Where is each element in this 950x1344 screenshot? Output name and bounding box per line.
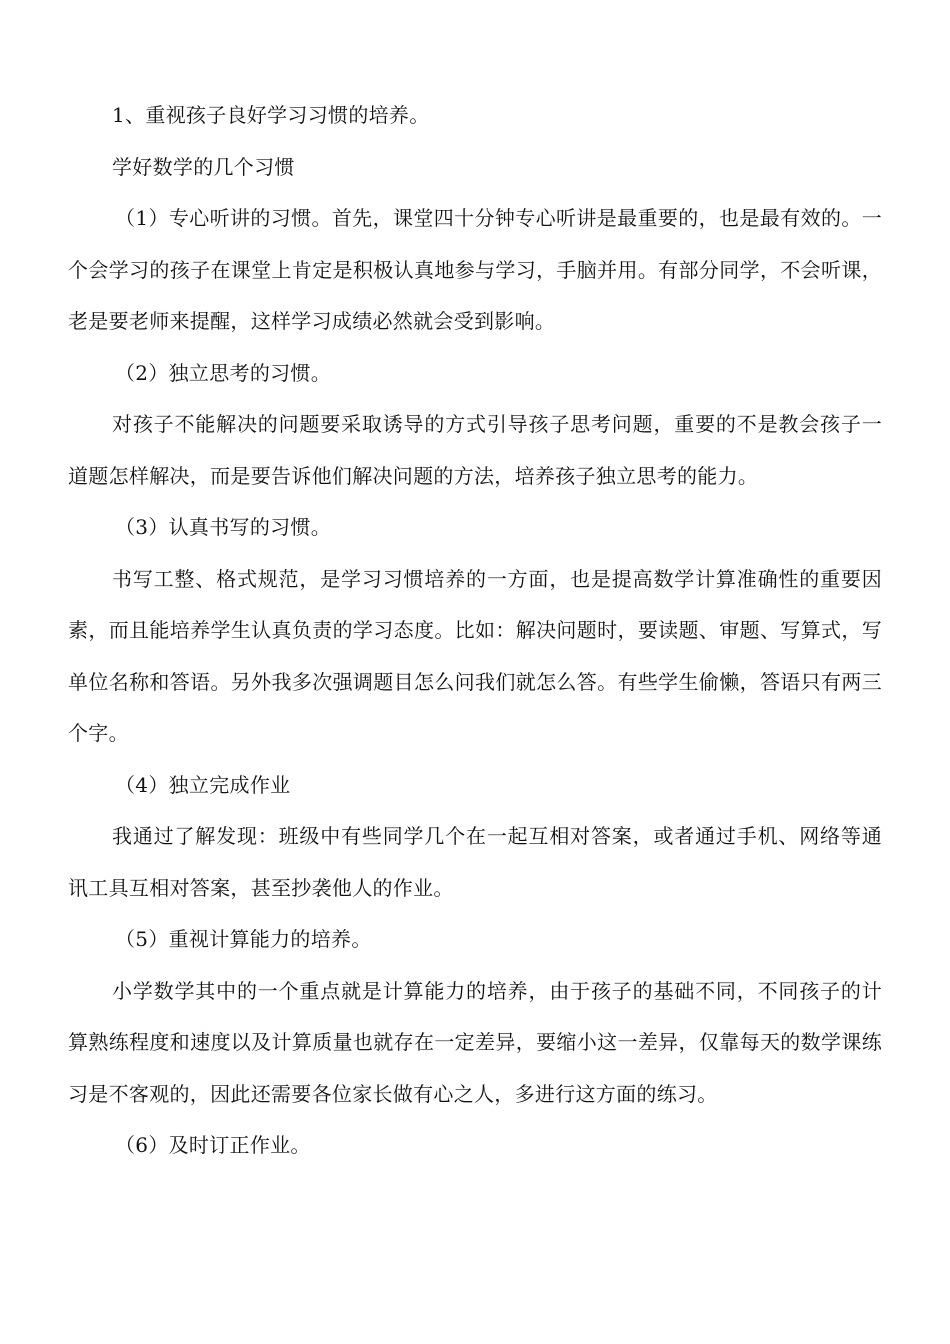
paragraph-habit-2: 对孩子不能解决的问题要采取诱导的方式引导孩子思考问题，重要的不是教会孩子一道题怎样解决，而是要告诉他们解决问题的方法，培养孩子独立思考的能力。 <box>68 412 882 488</box>
subheading: 学好数学的几个习惯 <box>112 154 295 179</box>
paragraph-habit-1: （1）专心听讲的习惯。首先，课堂四十分钟专心听讲是最重要的，也是最有效的。一个会学习的孩子在课堂上肯定是积极认真地参与学习，手脑并用。有部分同学，不会听课，老是要老师来提醒，这样学习成绩必然就会受到影响。 <box>68 206 882 333</box>
item-heading-6: （6）及时订正作业。 <box>115 1133 311 1157</box>
paragraph-habit-3: 书写工整、格式规范，是学习习惯培养的一方面，也是提高数学计算准确性的重要因素，而且能培养学生认真负责的学习态度。比如：解决问题时，要读题、审题、写算式，写单位名称和答语。另外我多次强调题目怎么问我们就怎么答。有些学生偷懒，答语只有两三个字。 <box>68 566 882 745</box>
item-heading-4: （4）独立完成作业 <box>115 772 291 797</box>
item-heading-2: （2）独立思考的习惯。 <box>115 360 332 385</box>
paragraph-habit-5: 小学数学其中的一个重点就是计算能力的培养，由于孩子的基础不同，不同孩子的计算熟练程度和速度以及计算质量也就存在一定差异，要缩小这一差异，仅靠每天的数学课练习是不客观的，因此还需要各位家长做有心之人，多进行这方面的练习。 <box>68 978 882 1106</box>
item-heading-5: （5）重视计算能力的培养。 <box>115 927 372 951</box>
item-heading-3: （3）认真书写的习惯。 <box>115 515 332 539</box>
section-heading: 1、重视孩子良好学习习惯的培养。 <box>112 103 430 127</box>
document-body <box>68 90 882 1172</box>
paragraph-habit-4: 我通过了解发现：班级中有些同学几个在一起互相对答案，或者通过手机、网络等通讯工具互相对答案，甚至抄袭他人的作业。 <box>68 824 882 900</box>
